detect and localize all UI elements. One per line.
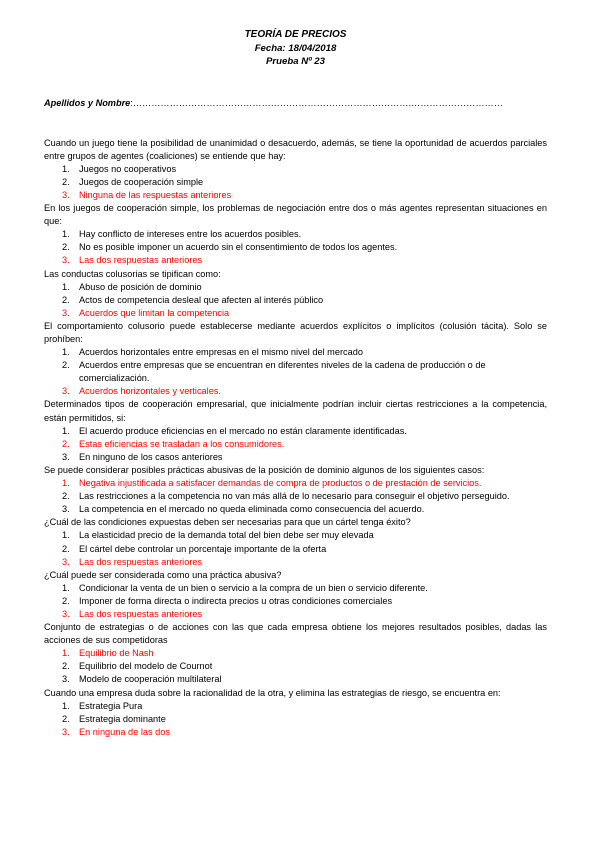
option-text: Las dos respuestas anteriores: [79, 556, 203, 567]
exam-date: Fecha: 18/04/2018: [254, 42, 337, 54]
answer-option: [44, 700, 547, 713]
option-text: Estrategia dominante: [79, 713, 166, 724]
option-number: 1.: [62, 281, 70, 292]
option-number: 3.: [62, 307, 70, 318]
option-number: 2.: [62, 595, 70, 606]
answer-option: [44, 294, 547, 307]
question-text: Determinados tipos de cooperación empresarial, que inicialmente podrían incluir ciertas restricciones a la competencia, están permitidos, si:: [44, 399, 547, 423]
option-text: Modelo de cooperación multilateral: [79, 674, 222, 685]
answer-options: [44, 647, 547, 686]
option-text: Ninguna de las respuestas anteriores: [79, 189, 232, 200]
answer-option: [44, 529, 547, 542]
option-number: 2.: [62, 176, 70, 187]
option-text: En ninguno de los casos anteriores: [79, 451, 223, 462]
answer-option: [44, 503, 547, 516]
option-text: Actos de competencia desleal que afecten al interés público: [79, 294, 324, 305]
answer-options: [44, 346, 547, 398]
answer-option: [44, 176, 547, 189]
answer-option: [44, 660, 547, 673]
answer-option: [44, 595, 547, 608]
answer-option-correct: [44, 438, 547, 451]
question-text: Se puede considerar posibles prácticas abusivas de la posición de dominio algunos de los siguientes casos:: [44, 464, 485, 475]
question-block: [44, 398, 547, 463]
option-number: 1.: [62, 700, 70, 711]
question-text: ¿Cuál de las condiciones expuestas deben ser necesarias para que un cártel tenga éxito?: [44, 517, 411, 528]
answer-options: [44, 477, 547, 516]
option-number: 1.: [62, 478, 70, 489]
answer-option: [44, 673, 547, 686]
option-text: Estrategia Pura: [79, 700, 143, 711]
question-block: [44, 464, 547, 516]
questions-list: [44, 137, 547, 739]
answer-option: [44, 346, 547, 359]
answer-option-correct: [44, 385, 547, 398]
question-text: Cuando un juego tiene la posibilidad de unanimidad o desacuerdo, además, se tiene la oportunidad de acuerdos parciales entre grupos de agentes (coaliciones) se entiende que hay:: [44, 137, 547, 161]
answer-option-correct: [44, 556, 547, 569]
answer-option-correct: [44, 608, 547, 621]
option-number: 1.: [62, 163, 70, 174]
option-number: 1.: [62, 229, 70, 240]
option-number: 1.: [62, 648, 70, 659]
option-text: Condicionar la venta de un bien o servicio a la compra de un bien o servicio diferente.: [79, 582, 428, 593]
question-block: [44, 569, 547, 621]
option-number: 3.: [62, 726, 70, 737]
option-text: Las dos respuestas anteriores: [79, 255, 203, 266]
answer-options: [44, 529, 547, 568]
option-text: Acuerdos horizontales entre empresas en el mismo nivel del mercado: [79, 347, 363, 358]
option-number: 2.: [62, 543, 70, 554]
question-block: [44, 516, 547, 568]
option-number: 3.: [62, 189, 70, 200]
answer-option: [44, 451, 547, 464]
answer-option-correct: [44, 647, 547, 660]
question-text: En los juegos de cooperación simple, los problemas de negociación entre dos o más agentes representan situaciones en que:: [44, 203, 547, 227]
answer-options: [44, 228, 547, 267]
option-number: 3.: [62, 674, 70, 685]
answer-option-correct: [44, 307, 547, 320]
option-text: Acuerdos horizontales y verticales.: [79, 386, 221, 397]
option-text: Estas eficiencias se trasladan a los consumidores.: [79, 438, 285, 449]
option-number: 2.: [62, 491, 70, 502]
option-number: 2.: [62, 294, 70, 305]
option-text: Juegos de cooperación simple: [79, 176, 204, 187]
test-number: Prueba Nº 23: [266, 56, 325, 67]
answer-option-correct: [44, 726, 547, 739]
answer-option: [44, 425, 547, 438]
option-number: 3.: [62, 386, 70, 397]
name-field-label: Apellidos y Nombre: [44, 97, 131, 108]
option-text: Las restricciones a la competencia no van más allá de lo necesario para conseguir el objetivo perseguido.: [79, 491, 510, 502]
answer-option: [44, 241, 547, 254]
question-text: ¿Cuál puede ser considerada como una práctica abusiva?: [44, 569, 282, 580]
question-block: [44, 320, 547, 399]
question-block: [44, 621, 547, 686]
option-number: 2.: [62, 360, 70, 371]
option-text: Juegos no cooperativos: [79, 163, 177, 174]
option-text: Hay conflicto de intereses entre los acuerdos posibles.: [79, 229, 302, 240]
answer-option: [44, 490, 547, 503]
option-text: No es posible imponer un acuerdo sin el consentimiento de todos los agentes.: [79, 242, 398, 253]
option-text: Acuerdos que limitan la competencia: [79, 307, 230, 318]
answer-option: [44, 543, 547, 556]
answer-option-correct: [44, 477, 547, 490]
option-text: Negativa injustificada a satisfacer demandas de compra de productos o de prestación de servicios.: [79, 478, 482, 489]
option-text: Equilibrio de Nash: [79, 648, 154, 659]
answer-options: [44, 163, 547, 202]
answer-options: [44, 425, 547, 464]
question-text: Conjunto de estrategias o de acciones con las que cada empresa obtiene los mejores resultados posibles, dadas las acciones de sus competidoras: [44, 622, 547, 646]
answer-options: [44, 700, 547, 739]
answer-option: [44, 281, 547, 294]
question-block: [44, 687, 547, 739]
answer-options: [44, 582, 547, 621]
question-block: [44, 202, 547, 267]
option-number: 3.: [62, 608, 70, 619]
question-text: Cuando una empresa duda sobre la racionalidad de la otra, y elimina las estrategias de riesgo, se encuentra en:: [44, 687, 501, 698]
answer-option: [44, 359, 547, 385]
question-block: [44, 268, 547, 320]
answer-option: [44, 228, 547, 241]
name-field-dots: :……………………………………………………………………………….…………………………: [130, 97, 503, 108]
answer-options: [44, 281, 547, 320]
option-number: 3.: [62, 504, 70, 515]
name-field: [44, 97, 547, 110]
answer-option: [44, 163, 547, 176]
option-number: 2.: [62, 661, 70, 672]
answer-option-correct: [44, 189, 547, 202]
option-number: 1.: [62, 530, 70, 541]
answer-option: [44, 582, 547, 595]
question-text: El comportamiento colusorio puede establecerse mediante acuerdos explícitos o implícitos (colusión tácita). Solo se prohíben:: [44, 320, 547, 344]
option-number: 3.: [62, 451, 70, 462]
option-text: El acuerdo produce eficiencias en el mercado no están claramente identificadas.: [79, 425, 407, 436]
answer-option-correct: [44, 254, 547, 267]
answer-option: [44, 713, 547, 726]
option-number: 1.: [62, 425, 70, 436]
option-number: 2.: [62, 438, 70, 449]
option-number: 1.: [62, 347, 70, 358]
option-text: La competencia en el mercado no queda eliminada como consecuencia del acuerdo.: [79, 504, 425, 515]
option-text: Abuso de posición de dominio: [79, 281, 202, 292]
option-text: Imponer de forma directa o indirecta precios u otras condiciones comerciales: [79, 595, 393, 606]
option-number: 2.: [62, 713, 70, 724]
option-number: 2.: [62, 242, 70, 253]
option-number: 1.: [62, 582, 70, 593]
question-block: [44, 137, 547, 202]
document-header: [44, 28, 547, 69]
option-text: Acuerdos entre empresas que se encuentran en diferentes niveles de la cadena de producción o de comercialización.: [79, 360, 486, 384]
option-number: 3.: [62, 255, 70, 266]
option-text: Las dos respuestas anteriores: [79, 608, 203, 619]
document-title: TEORÍA DE PRECIOS: [244, 29, 347, 40]
option-text: En ninguna de las dos: [79, 726, 170, 737]
option-text: Equilibrio del modelo de Cournot: [79, 661, 213, 672]
option-text: La elasticidad precio de la demanda total del bien debe ser muy elevada: [79, 530, 374, 541]
option-text: El cártel debe controlar un porcentaje importante de la oferta: [79, 543, 327, 554]
question-text: Las conductas colusorias se tipifican como:: [44, 268, 221, 279]
option-number: 3.: [62, 556, 70, 567]
